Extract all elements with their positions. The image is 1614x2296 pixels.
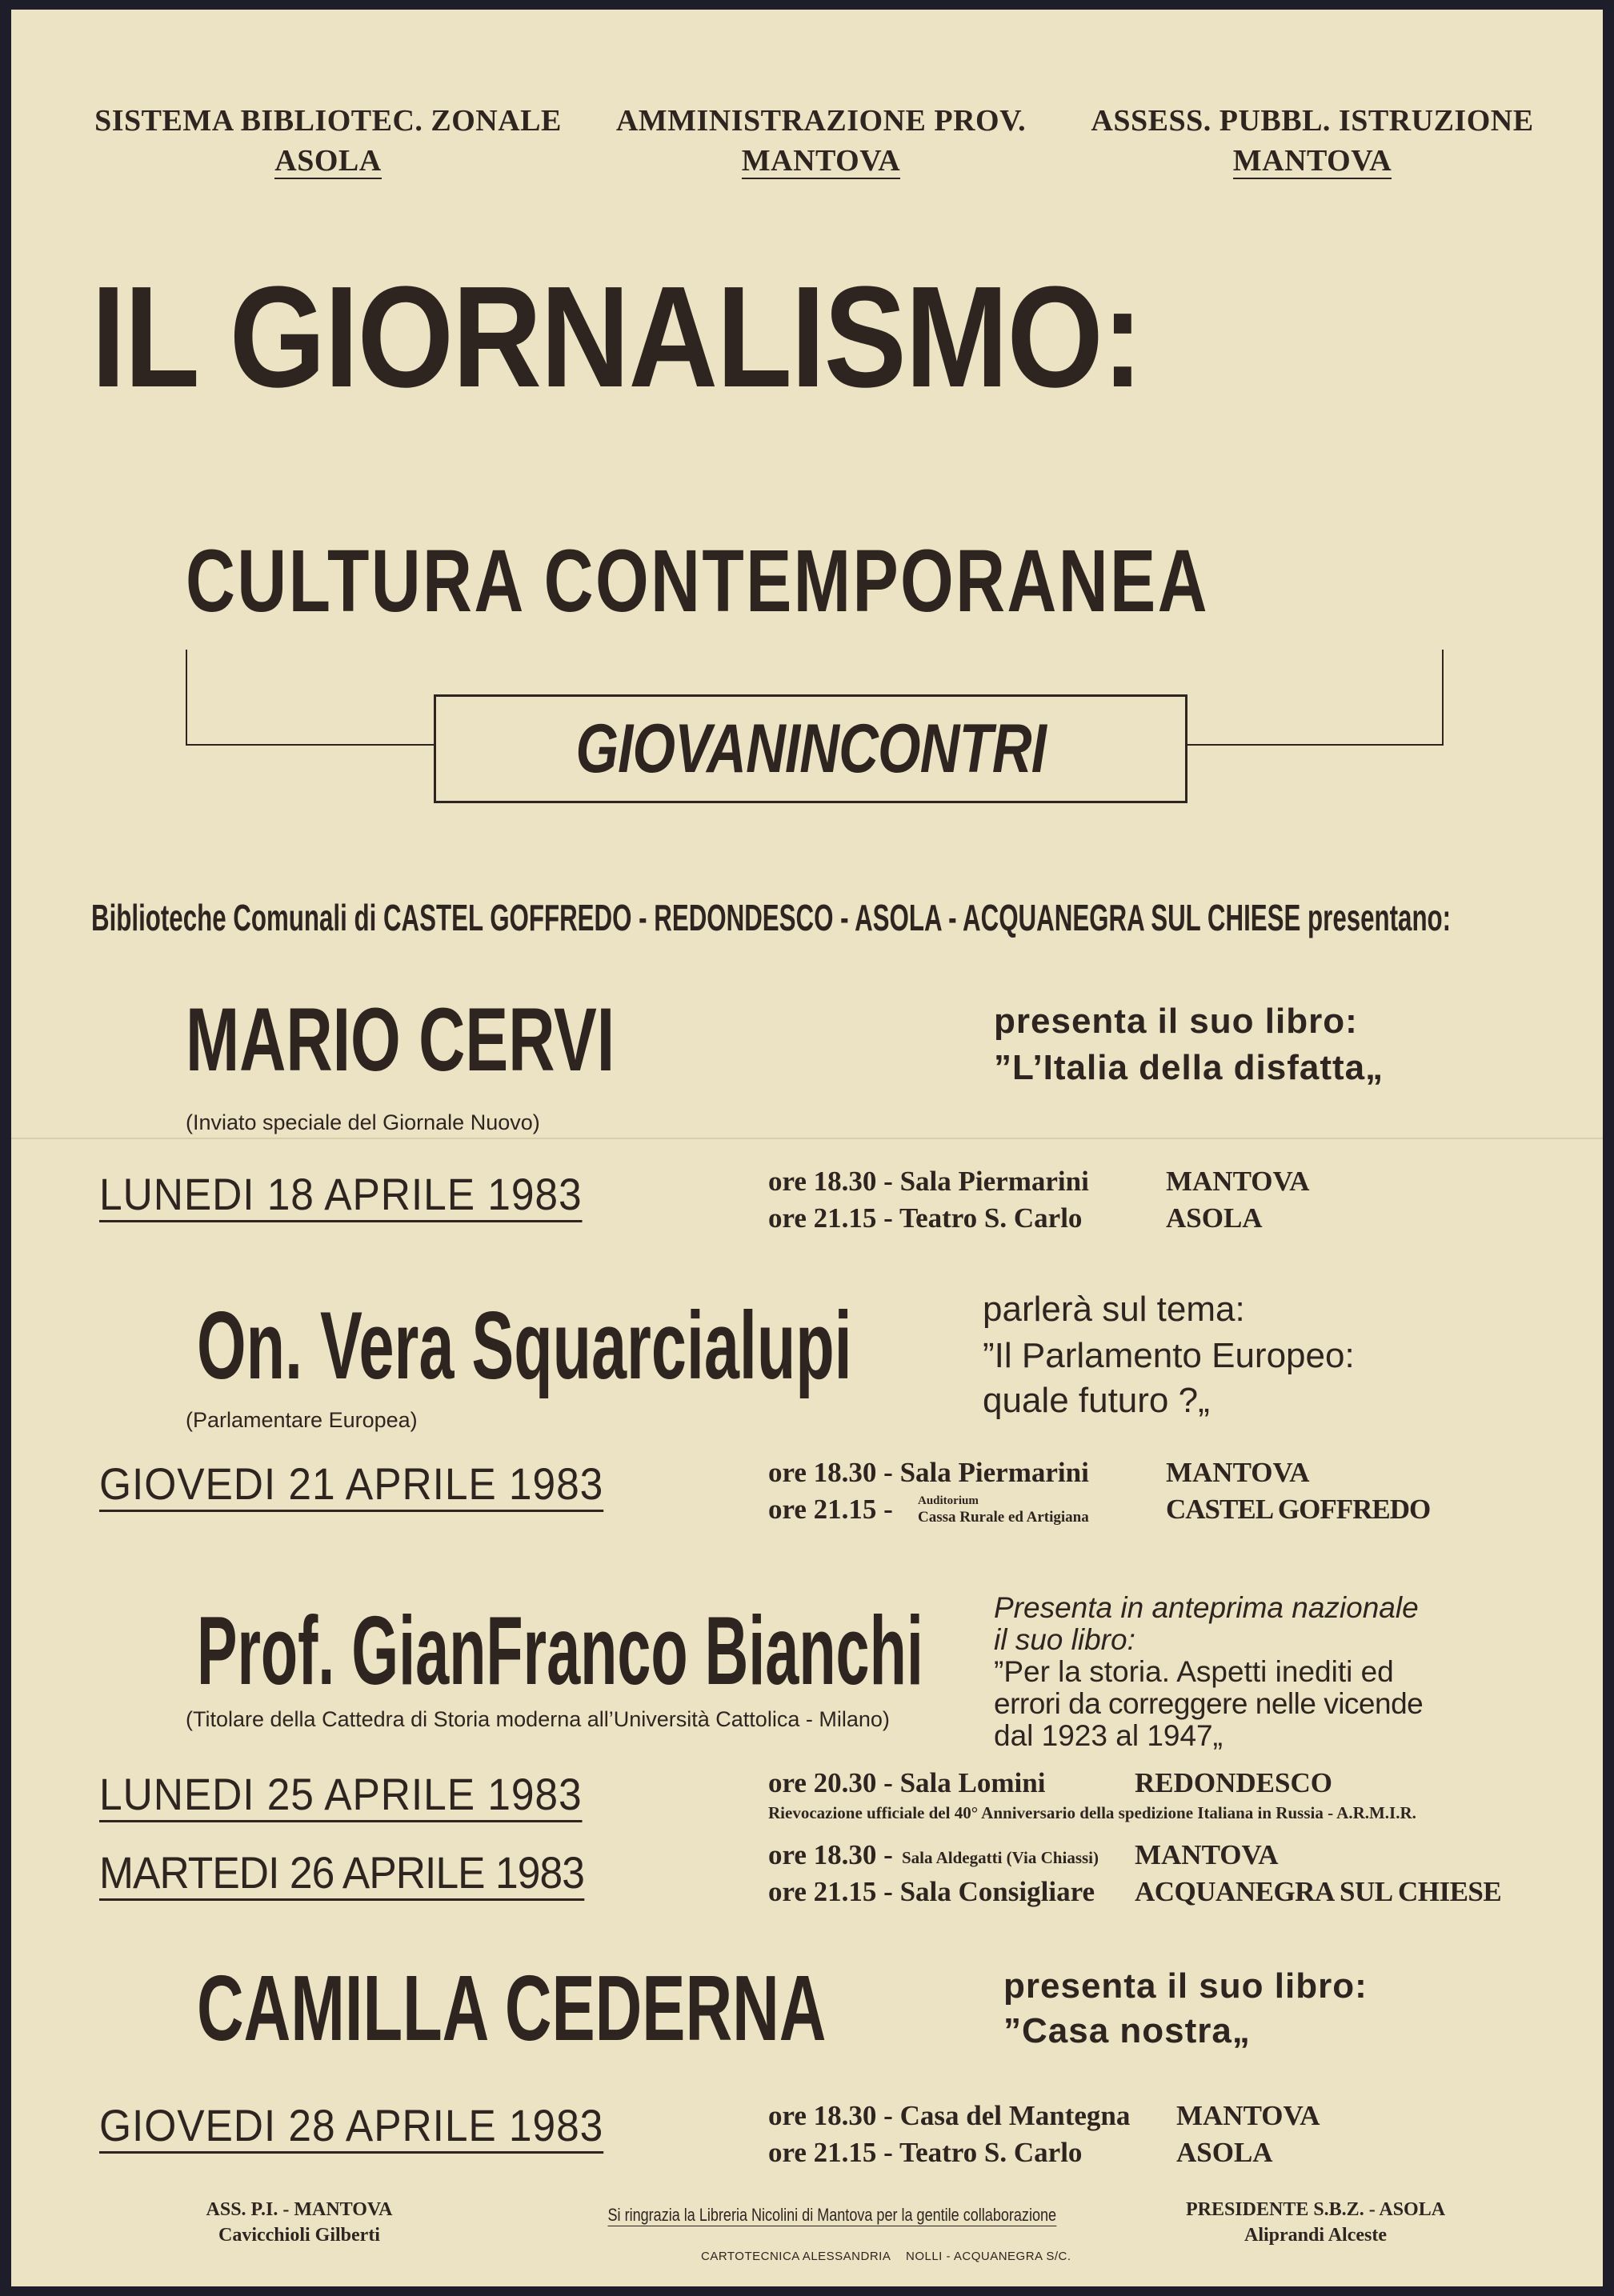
blurb-bianchi-5: dal 1923 al 1947„	[994, 1719, 1223, 1752]
header-center-line2: MANTOVA	[741, 144, 901, 178]
blurb-squarcialupi-3: quale futuro ?„	[983, 1381, 1210, 1420]
footer-thanks: Si ringrazia la Libreria Nicolini di Mantova per la gentile collaborazione	[607, 2205, 1057, 2225]
blurb-bianchi-3: ”Per la storia. Aspetti inediti ed	[994, 1655, 1394, 1688]
blurb-squarcialupi-2: ”Il Parlamento Europeo:	[983, 1336, 1355, 1375]
session-city: REDONDESCO	[1135, 1767, 1332, 1798]
blurb-cederna-2: ”Casa nostra„	[1003, 2011, 1251, 2050]
session-city: MANTOVA	[1176, 2100, 1320, 2131]
session-time: ore 18.30 - Sala Piermarini	[768, 1166, 1089, 1197]
session-city: MANTOVA	[1135, 1839, 1279, 1870]
footer-right-line1: PRESIDENTE S.B.Z. - ASOLA	[1185, 2199, 1446, 2220]
event-note: Rievocazione ufficiale del 40° Anniversario della spedizione Italiana in Russia - A.R.M.I.R.	[768, 1803, 1416, 1822]
blurb-cederna-1: presenta il suo libro:	[1003, 1966, 1368, 2006]
venue-small-line2: Cassa Rurale ed Artigiana	[918, 1509, 1089, 1526]
session-time: ore 18.30 - Casa del Mantegna	[768, 2100, 1131, 2131]
session-city: ASOLA	[1166, 1202, 1263, 1234]
session-city: ASOLA	[1176, 2137, 1273, 2168]
blurb-bianchi-4: errori da correggere nelle vicende	[994, 1687, 1424, 1720]
venue-small-line1: Auditorium	[918, 1494, 979, 1507]
blurb-cervi-2: ”L’Italia della disfatta„	[994, 1048, 1384, 1087]
event-date	[99, 1770, 583, 1819]
blurb-bianchi-1: Presenta in anteprima nazionale	[994, 1591, 1419, 1624]
blurb-squarcialupi-1: parlerà sul tema:	[983, 1290, 1245, 1329]
footer-center	[559, 2205, 1055, 2226]
date-text: LUNEDI 18 APRILE 1983	[99, 1169, 583, 1219]
session-city: MANTOVA	[1166, 1457, 1310, 1488]
session-time: ore 21.15 - Teatro S. Carlo	[768, 2137, 1083, 2168]
date-underline	[99, 1510, 603, 1512]
header-right-line1: ASSESS. PUBBL. ISTRUZIONE	[1091, 104, 1534, 138]
session-time: ore 21.15 - Sala Consigliare	[768, 1876, 1095, 1907]
session-time: ore 20.30 - Sala Lomini	[768, 1767, 1046, 1798]
header-col-right	[1072, 101, 1552, 181]
printer-credit-2: NOLLI - ACQUANEGRA S/C.	[906, 2250, 1071, 2263]
speaker-role-cervi: (Inviato speciale del Giornale Nuovo)	[186, 1110, 540, 1134]
session-time: ore 21.15 -	[768, 1494, 893, 1525]
header-col-center	[581, 101, 1061, 181]
date-text: GIOVEDI 28 APRILE 1983	[99, 2100, 604, 2150]
event-date	[99, 1170, 583, 1219]
session-city: CASTEL GOFFREDO	[1166, 1494, 1431, 1525]
session-city: ACQUANEGRA SUL CHIESE	[1135, 1876, 1502, 1907]
poster-subtitle: CULTURA CONTEMPORANEA	[186, 532, 1209, 630]
poster	[11, 10, 1603, 2286]
event-date	[99, 1848, 584, 1898]
printer-credit-1: CARTOTECNICA ALESSANDRIA	[701, 2250, 891, 2263]
footer-right	[1147, 2197, 1484, 2248]
header-left-line1: SISTEMA BIBLIOTEC. ZONALE	[94, 104, 562, 138]
date-text: MARTEDI 26 APRILE 1983	[99, 1847, 584, 1898]
venue-small: Sala Aldegatti (Via Chiassi)	[902, 1848, 1099, 1867]
blurb-cervi-1: presenta il suo libro:	[994, 1002, 1358, 1041]
date-text: LUNEDI 25 APRILE 1983	[99, 1769, 583, 1819]
header-right-line2: MANTOVA	[1232, 144, 1392, 178]
session-city: MANTOVA	[1166, 1166, 1310, 1197]
header-left-line2: ASOLA	[274, 144, 382, 178]
header-center-line1: AMMINISTRAZIONE PROV.	[615, 104, 1027, 138]
series-title: GIOVANINCONTRI	[575, 710, 1046, 787]
header-col-left	[88, 101, 568, 181]
bracket-left	[186, 650, 435, 746]
intro-line: Biblioteche Comunali di CASTEL GOFFREDO - REDONDESCO - ASOLA - ACQUANEGRA SUL CHIESE presentano:	[91, 897, 1452, 938]
footer-left-line2: Cavicchioli Gilberti	[218, 2225, 380, 2246]
speaker-role-bianchi: (Titolare della Cattedra di Storia moderna all’Università Cattolica - Milano)	[186, 1707, 890, 1731]
session-time: ore 18.30 - Sala Piermarini	[768, 1457, 1089, 1488]
date-text: GIOVEDI 21 APRILE 1983	[99, 1458, 604, 1509]
footer-left-line1: ASS. P.I. - MANTOVA	[206, 2199, 393, 2220]
footer-left	[139, 2197, 459, 2248]
date-underline	[99, 2151, 603, 2154]
series-box	[434, 694, 1187, 803]
session-time: ore 18.30 -	[768, 1839, 893, 1870]
date-underline	[99, 1220, 583, 1222]
session-time: ore 21.15 - Teatro S. Carlo	[768, 1202, 1083, 1234]
footer-right-line2: Aliprandi Alceste	[1244, 2225, 1387, 2246]
speaker-role-squarcialupi: (Parlamentare Europea)	[186, 1408, 418, 1432]
poster-title: IL GIORNALISMO:	[91, 257, 1142, 418]
speaker-name-squarcialupi: On. Vera Squarcialupi	[197, 1292, 852, 1399]
speaker-name-cervi: MARIO CERVI	[186, 990, 615, 1090]
paper-fold-line	[11, 1138, 1603, 1139]
blurb-bianchi-2: il suo libro:	[994, 1623, 1135, 1656]
speaker-name-bianchi: Prof. GianFranco Bianchi	[197, 1596, 923, 1705]
event-date	[99, 1459, 603, 1509]
bracket-right	[1187, 650, 1444, 746]
date-underline	[99, 1898, 584, 1901]
speaker-name-cederna: CAMILLA CEDERNA	[197, 1956, 827, 2060]
event-date	[99, 2101, 603, 2150]
date-underline	[99, 1820, 583, 1822]
